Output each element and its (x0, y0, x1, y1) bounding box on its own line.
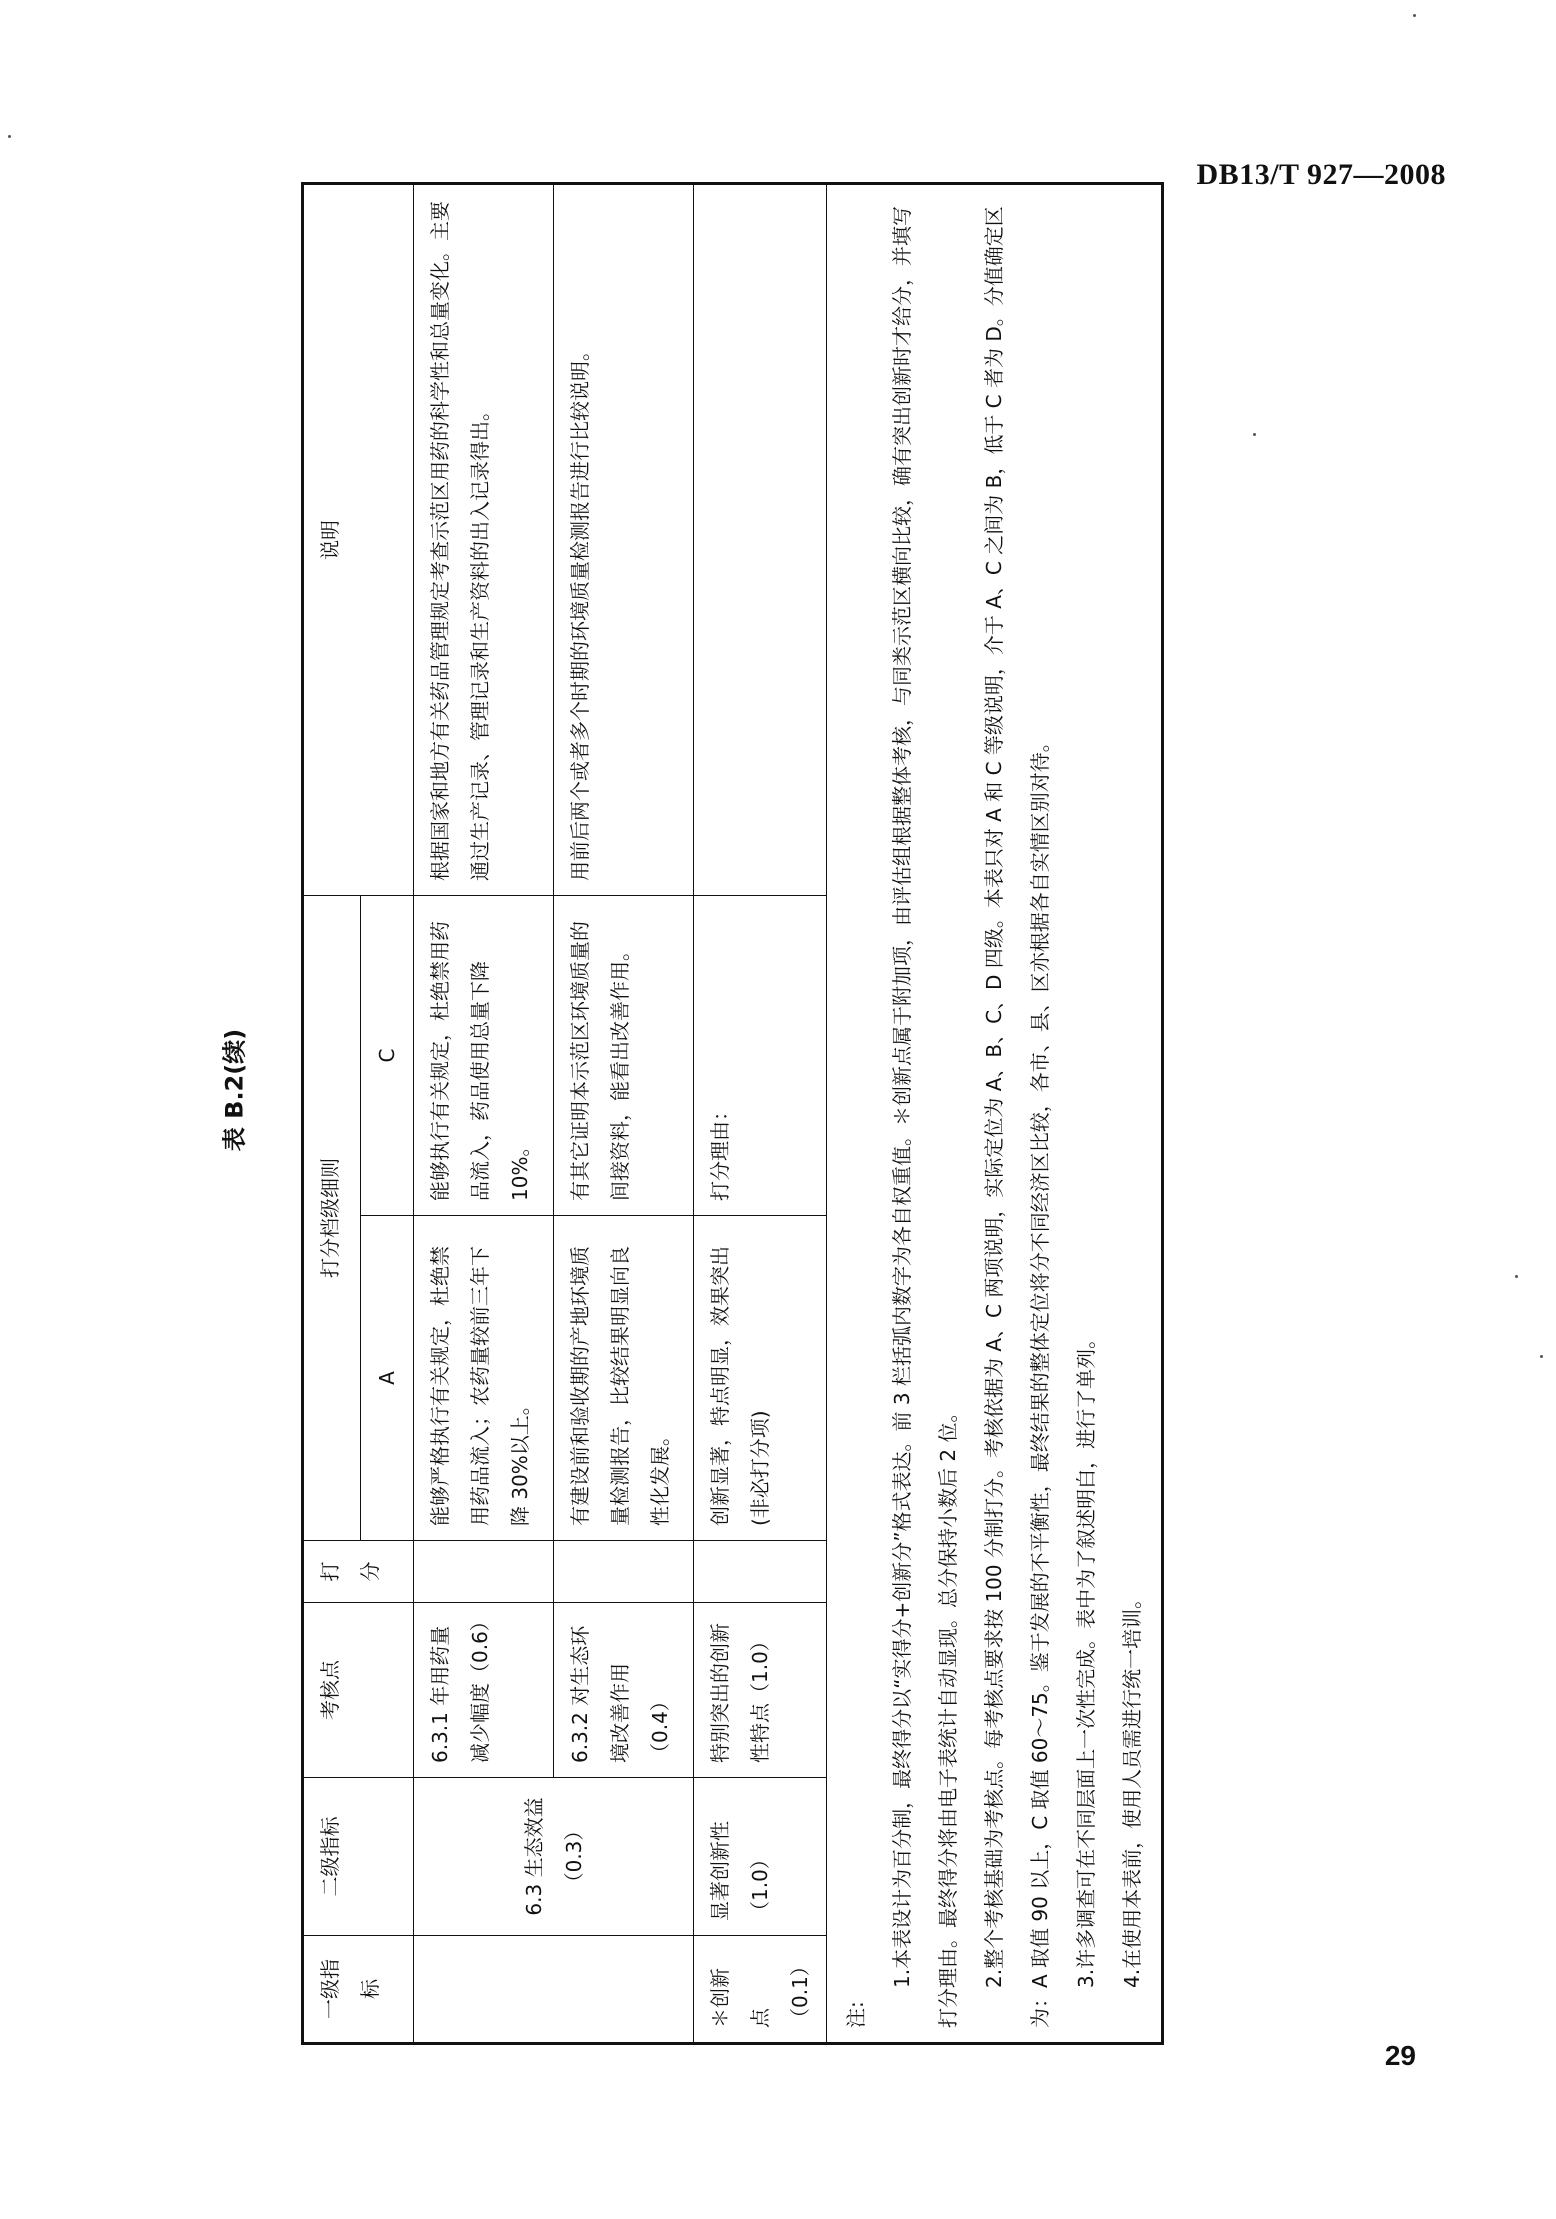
header-score: 打分 (303, 1541, 414, 1603)
cell-desc: 用前后两个或者多个时期的环境质量检测报告进行比较说明。 (554, 184, 694, 896)
cell-grade-a: 创新显著，特点明显，效果突出(非必打分项) (694, 1216, 827, 1541)
cell-grade-c: 能够执行有关规定，杜绝禁用药品流入，药品使用总量下降 10%。 (414, 896, 554, 1216)
table-caption: 表 B.2(续) (220, 1028, 249, 1152)
cell-score (554, 1541, 694, 1603)
table-row (554, 184, 694, 2044)
header-point: 考核点 (303, 1603, 414, 1778)
note-item: 1.本表设计为百分制，最终得分以“实得分+创新分”格式表达。前 3 栏括弧内数字为各自权重值。＊创新点属于附加项，由评估组根据整体考核，与同类示范区横向比较，确有突出创新时才给分，并填写打分理由。最终得分将由电子表统计自动显现。总分保持小数后 2 位。 (890, 205, 960, 2028)
cell-level1-empty (414, 1936, 694, 2044)
scan-speckle (1540, 1355, 1543, 1358)
cell-desc: 根据国家和地方有关药品管理规定考查示范区用药的科学性和总量变化。主要通过生产记录、管理记录和生产资料的出入记录得出。 (414, 184, 554, 896)
cell-point: 特别突出的创新性特点（1.0） (694, 1603, 827, 1778)
document-code: DB13/T 927—2008 (1196, 158, 1446, 191)
cell-point: 6.3.2 对生态环境改善作用（0.4） (554, 1603, 694, 1778)
scan-speckle (8, 135, 11, 138)
header-grade-c: C (361, 896, 414, 1216)
notes-title: 注: (844, 2001, 868, 2028)
cell-score (694, 1541, 827, 1603)
scan-speckle (1413, 14, 1416, 17)
scan-speckle (1253, 433, 1256, 436)
cell-point: 6.3.1 年用药量减少幅度（0.6） (414, 1603, 554, 1778)
cell-grade-c: 有其它证明本示范区环境质量的间接资料，能看出改善作用。 (554, 896, 694, 1216)
cell-score (414, 1541, 554, 1603)
cell-level2: 6.3 生态效益（0.3） (414, 1778, 694, 1936)
evaluation-table (301, 182, 1164, 2045)
table-row (694, 184, 827, 2044)
scan-speckle (1515, 1275, 1518, 1278)
cell-grade-a: 有建设前和验收期的产地环境质量检测报告，比较结果明显向良性化发展。 (554, 1216, 694, 1541)
table-row (414, 184, 554, 2044)
rotated-table-container (301, 185, 1144, 2045)
note-item: 2.整个考核基础为考核点。每考核点要求按 100 分制打分。考核依据为 A、C 两项说明，实际定位为 A、B、C、D 四级。本表只对 A 和 C 等级说明，介于 A、C 之间为 B，低于 C 者为 D。分值确定区为：A 取值 90 以上，C 取值 60～75。鉴于发展的不平衡性，最终结果的整体定位将分不同经济区比较，各市、县、区亦根据各自实情区别对待。 (982, 206, 1052, 2028)
header-level2: 二级指标 (303, 1778, 414, 1936)
cell-grade-a: 能够严格执行有关规定，杜绝禁用药品流入；农药量较前三年下降 30%以上。 (414, 1216, 554, 1541)
header-grade-a: A (361, 1216, 414, 1541)
header-rules: 打分档级细则 (303, 896, 361, 1541)
header-desc: 说明 (303, 184, 414, 896)
note-item: 4.在使用本表前，使用人员需进行统一培训。 (1120, 1588, 1144, 1988)
cell-desc (694, 184, 827, 896)
header-level1: 一级指标 (303, 1936, 414, 2044)
page-number: 29 (1384, 2040, 1416, 2071)
notes-cell (827, 184, 1163, 2044)
cell-level2: 显著创新性（1.0） (694, 1778, 827, 1936)
notes-row (827, 184, 1163, 2044)
note-item: 3.许多调查可在不同层面上一次性完成。表中为了叙述明白，进行了单列。 (1074, 1328, 1098, 1988)
cell-level1: ＊创新点（0.1） (694, 1936, 827, 2044)
cell-grade-c: 打分理由： (694, 896, 827, 1216)
